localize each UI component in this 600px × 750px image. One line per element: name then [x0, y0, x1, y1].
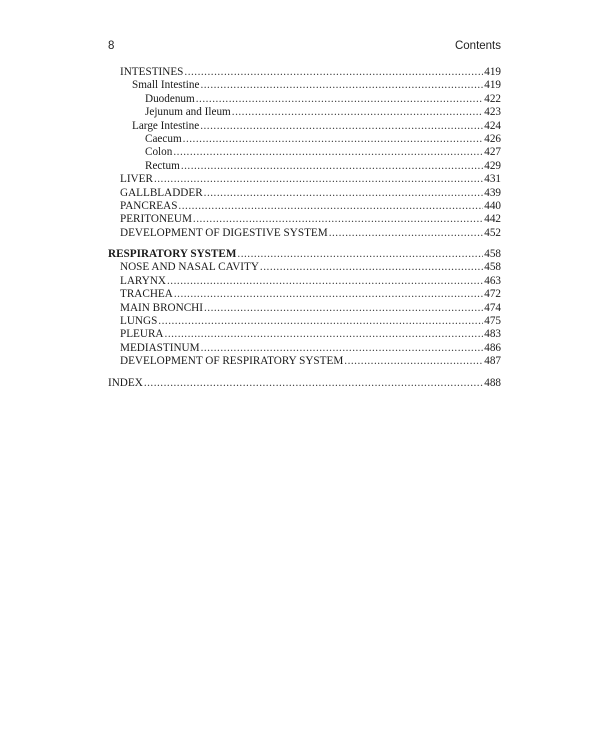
- dot-leader: [183, 133, 484, 146]
- dot-leader: [344, 355, 483, 368]
- toc-entry-page: 463: [484, 274, 501, 287]
- toc-entry-title: RESPIRATORY SYSTEM: [108, 248, 237, 261]
- section-gap: [108, 240, 501, 248]
- toc-entry-title: LIVER: [120, 173, 153, 186]
- toc-entry-page: 458: [484, 248, 501, 261]
- dot-leader: [237, 248, 483, 261]
- toc-entry[interactable]: [108, 328, 501, 341]
- dot-leader: [204, 187, 484, 200]
- toc-entry-title: LUNGS: [120, 315, 158, 328]
- toc-entry-title: Jejunum and Ileum: [145, 106, 231, 119]
- toc-entry-page: 419: [484, 79, 501, 92]
- toc-entry-page: 429: [484, 159, 501, 172]
- dot-leader: [201, 342, 484, 355]
- dot-leader: [178, 200, 483, 213]
- toc-entry[interactable]: [108, 187, 501, 200]
- dot-leader: [167, 275, 483, 288]
- toc-entry[interactable]: [108, 200, 501, 213]
- dot-leader: [184, 66, 483, 79]
- toc-entry[interactable]: [108, 288, 501, 301]
- dot-leader: [174, 288, 483, 301]
- running-title: Contents: [454, 40, 501, 52]
- toc-entry-title: MEDIASTINUM: [120, 341, 200, 354]
- toc-entry-title: LARYNX: [120, 274, 166, 287]
- toc-entry[interactable]: [108, 160, 501, 173]
- dot-leader: [144, 377, 483, 390]
- toc-entry-page: 422: [484, 92, 501, 105]
- toc-entry-page: 442: [484, 213, 501, 226]
- toc-entry-title: Rectum: [145, 159, 180, 172]
- toc-entry-title: Caecum: [145, 132, 182, 145]
- toc-entry-page: 472: [484, 288, 501, 301]
- toc-entry-page: 426: [484, 132, 501, 145]
- toc-entry[interactable]: [108, 213, 501, 226]
- toc-entry-page: 419: [484, 66, 501, 78]
- toc-entry-title: GALLBLADDER: [120, 186, 203, 199]
- toc-entry-page: 423: [484, 106, 501, 119]
- toc-entry[interactable]: [108, 120, 501, 133]
- dot-leader: [181, 160, 483, 173]
- toc-entry-page: 439: [484, 186, 501, 199]
- dot-leader: [200, 120, 483, 133]
- toc-entry-page: 431: [484, 173, 501, 186]
- toc-entry-title: Large Intestine: [132, 119, 200, 132]
- toc-entry-page: 458: [484, 261, 501, 274]
- dot-leader: [193, 213, 483, 226]
- page-number: 8: [108, 40, 115, 52]
- toc-entry-title: DEVELOPMENT OF RESPIRATORY SYSTEM: [120, 355, 344, 368]
- toc-entry-title: INTESTINES: [120, 66, 184, 78]
- dot-leader: [154, 173, 483, 186]
- dot-leader: [329, 227, 484, 240]
- toc-entry[interactable]: [108, 133, 501, 146]
- toc-entry-title: PANCREAS: [120, 199, 178, 212]
- toc-entry[interactable]: [108, 342, 501, 355]
- toc-entry-page: 474: [484, 301, 501, 314]
- toc-entry[interactable]: [108, 355, 501, 368]
- toc-entry[interactable]: [108, 79, 501, 92]
- dot-leader: [158, 315, 483, 328]
- toc-entry[interactable]: [108, 146, 501, 159]
- dot-leader: [165, 328, 484, 341]
- table-of-contents: [108, 66, 501, 390]
- toc-entry[interactable]: [108, 173, 501, 186]
- toc-entry-title: INDEX: [108, 376, 143, 389]
- dot-leader: [200, 79, 483, 92]
- toc-entry-title: DEVELOPMENT OF DIGESTIVE SYSTEM: [120, 226, 328, 239]
- dot-leader: [260, 261, 483, 274]
- toc-entry-title: Duodenum: [145, 92, 195, 105]
- toc-entry[interactable]: [108, 315, 501, 328]
- toc-entry-page: 440: [484, 199, 501, 212]
- toc-entry-page: 424: [484, 119, 501, 132]
- dot-leader: [204, 302, 483, 315]
- toc-entry-page: 488: [484, 376, 501, 389]
- dot-leader: [232, 106, 483, 119]
- section-gap: [108, 369, 501, 377]
- toc-entry[interactable]: [108, 261, 501, 274]
- toc-entry-title: NOSE AND NASAL CAVITY: [120, 261, 259, 274]
- toc-entry[interactable]: [108, 302, 501, 315]
- toc-entry[interactable]: [108, 227, 501, 240]
- toc-entry-title: PLEURA: [120, 328, 164, 341]
- dot-leader: [173, 146, 483, 159]
- toc-entry[interactable]: [108, 275, 501, 288]
- toc-section-entry[interactable]: [108, 377, 501, 390]
- toc-entry-title: Colon: [145, 146, 173, 159]
- toc-entry[interactable]: [108, 66, 501, 79]
- toc-entry-page: 427: [484, 146, 501, 159]
- dot-leader: [196, 93, 484, 106]
- toc-entry-title: TRACHEA: [120, 288, 173, 301]
- toc-entry-title: PERITONEUM: [120, 213, 192, 226]
- toc-entry[interactable]: [108, 106, 501, 119]
- toc-entry-page: 483: [484, 328, 501, 341]
- toc-section-entry[interactable]: [108, 248, 501, 261]
- toc-entry-page: 486: [484, 341, 501, 354]
- toc-entry[interactable]: [108, 93, 501, 106]
- toc-entry-title: Small Intestine: [132, 79, 200, 92]
- toc-entry-page: 475: [484, 315, 501, 328]
- toc-entry-page: 452: [484, 226, 501, 239]
- page-header: [108, 40, 501, 56]
- toc-entry-page: 487: [484, 355, 501, 368]
- toc-entry-title: MAIN BRONCHI: [120, 301, 203, 314]
